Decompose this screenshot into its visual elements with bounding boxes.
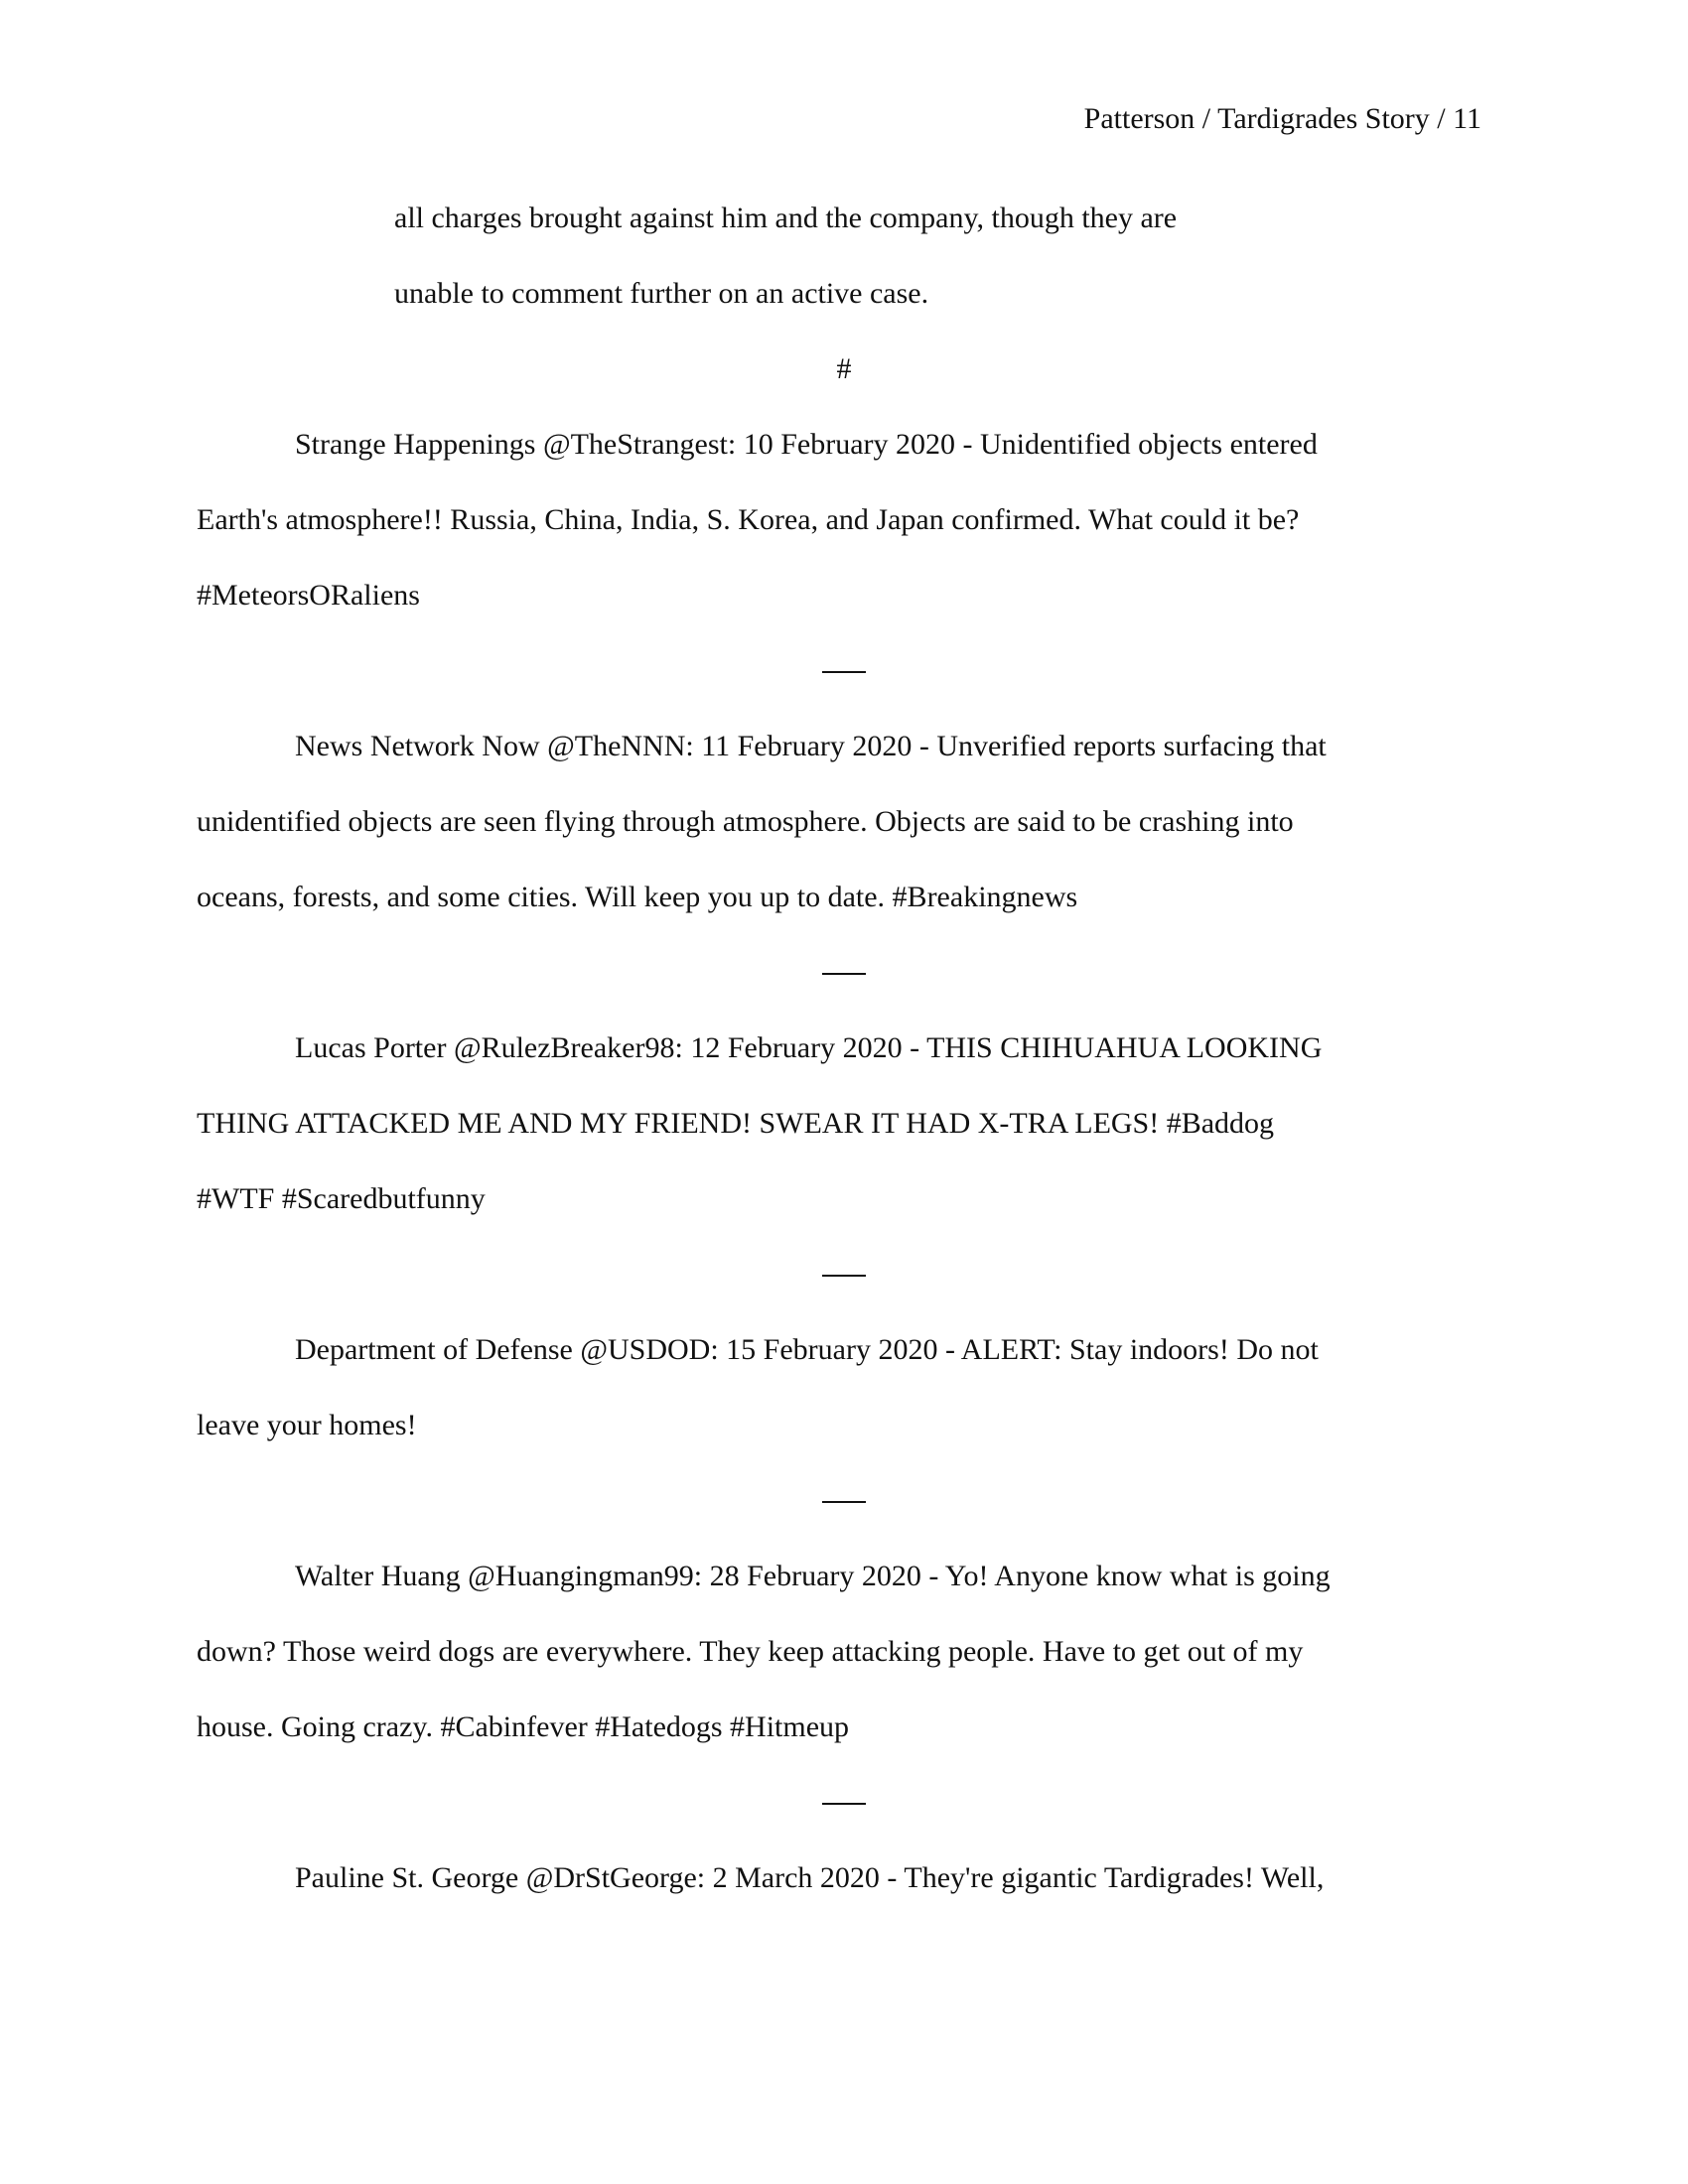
post-3-line-2: THING ATTACKED ME AND MY FRIEND! SWEAR IT HAD X-TRA LEGS! #Baddog bbox=[197, 1107, 1275, 1140]
post-3-line-1: Lucas Porter @RulezBreaker98: 12 February 2020 - THIS CHIHUAHUA LOOKING bbox=[295, 1031, 1323, 1064]
post-4-line-1: Department of Defense @USDOD: 15 February 2020 - ALERT: Stay indoors! Do not bbox=[295, 1333, 1319, 1366]
post-2-line-3: oceans, forests, and some cities. Will keep you up to date. #Breakingnews bbox=[197, 881, 1078, 913]
section-break: # bbox=[836, 352, 852, 385]
post-1-line-1: Strange Happenings @TheStrangest: 10 February 2020 - Unidentified objects entered bbox=[295, 428, 1318, 461]
post-5-line-1: Walter Huang @Huangingman99: 28 February 2020 - Yo! Anyone know what is going bbox=[295, 1560, 1331, 1592]
post-1-line-3: #MeteorsORaliens bbox=[197, 579, 420, 612]
post-separator bbox=[0, 1275, 1688, 1277]
intro-line-1: all charges brought against him and the company, though they are bbox=[394, 202, 1178, 234]
post-6-line-1: Pauline St. George @DrStGeorge: 2 March 2020 - They're gigantic Tardigrades! Well, bbox=[295, 1861, 1325, 1894]
running-head: Patterson / Tardigrades Story / 11 bbox=[1083, 102, 1481, 135]
post-separator bbox=[0, 671, 1688, 673]
post-separator bbox=[0, 1501, 1688, 1503]
post-5-line-2: down? Those weird dogs are everywhere. They keep attacking people. Have to get out of my bbox=[197, 1635, 1304, 1668]
post-3-line-3: #WTF #Scaredbutfunny bbox=[197, 1182, 486, 1215]
post-separator bbox=[0, 973, 1688, 975]
post-separator bbox=[0, 1803, 1688, 1805]
post-2-line-1: News Network Now @TheNNN: 11 February 2020 - Unverified reports surfacing that bbox=[295, 730, 1327, 762]
post-4-line-2: leave your homes! bbox=[197, 1409, 417, 1441]
intro-line-2: unable to comment further on an active case. bbox=[394, 277, 929, 310]
post-5-line-3: house. Going crazy. #Cabinfever #Hatedogs #Hitmeup bbox=[197, 1710, 850, 1743]
post-2-line-2: unidentified objects are seen flying through atmosphere. Objects are said to be crashing into bbox=[197, 805, 1294, 838]
post-1-line-2: Earth's atmosphere!! Russia, China, India, S. Korea, and Japan confirmed. What could it be? bbox=[197, 503, 1300, 536]
